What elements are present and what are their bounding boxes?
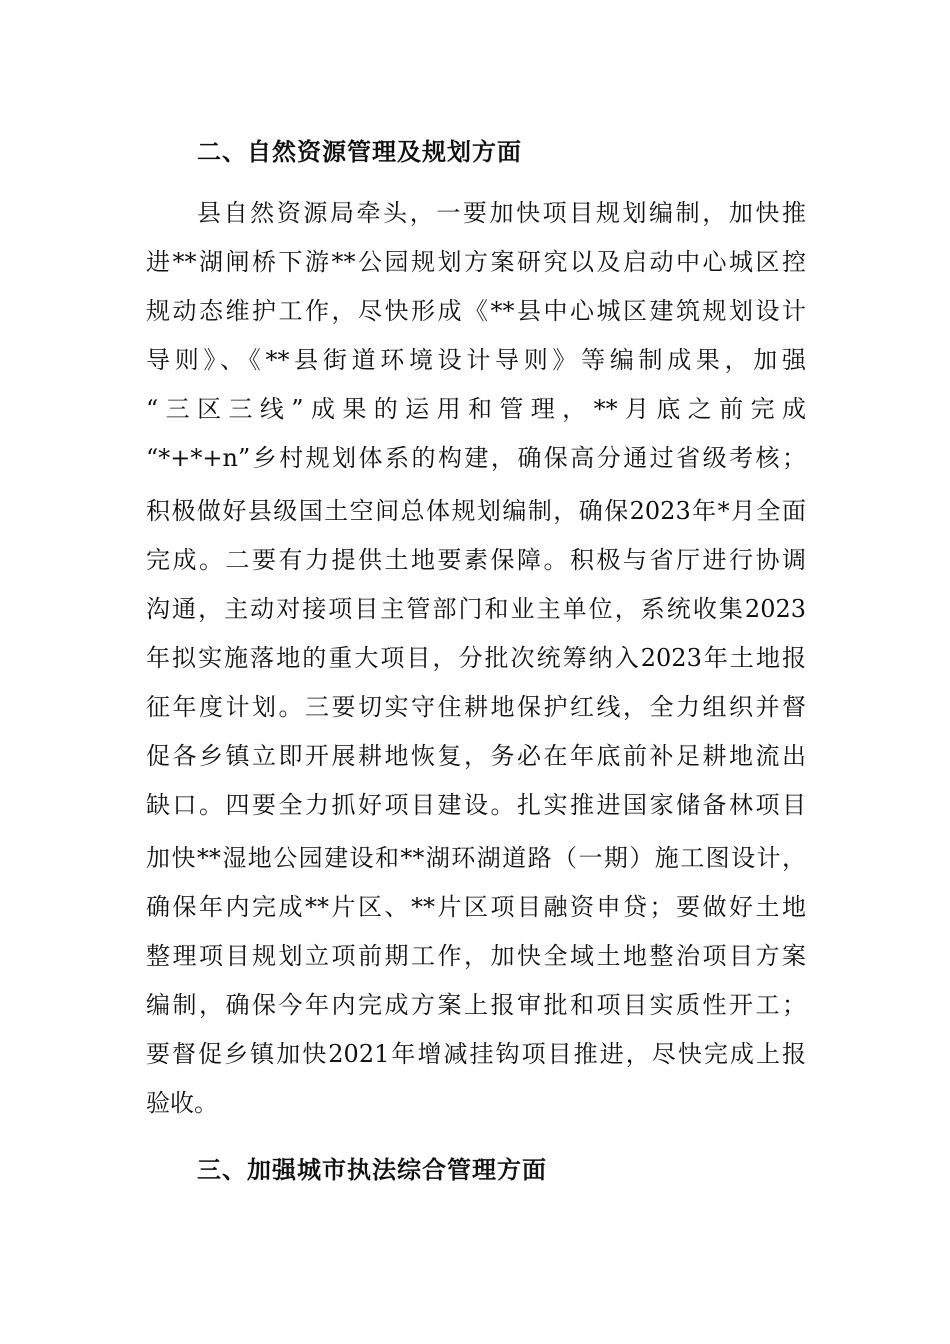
paragraph-line: 规动态维护工作，尽快形成《**县中心城区建筑规划设计 (146, 297, 806, 325)
paragraph-line: “三区三线”成果的运用和管理，**月底之前完成 (146, 395, 806, 423)
paragraph-line: 年拟实施落地的重大项目，分批次统筹纳入2023年土地报 (146, 644, 806, 672)
paragraph-line: 县自然资源局牵头，一要加快项目规划编制，加快推 (197, 199, 806, 227)
paragraph-line: 缺口。四要全力抓好项目建设。扎实推进国家储备林项目 (146, 791, 806, 819)
paragraph-line: 编制，确保今年内完成方案上报审批和项目实质性开工； (146, 991, 806, 1019)
paragraph-line: 沟通，主动对接项目主管部门和业主单位，系统收集2023 (146, 595, 806, 623)
paragraph-line: “*+*+n”乡村规划体系的构建，确保高分通过省级考核； (146, 444, 806, 472)
paragraph-line: 导则》、《**县街道环境设计导则》等编制成果，加强 (146, 346, 806, 374)
paragraph-line: 加快**湿地公园建设和**湖环湖道路（一期）施工图设计， (146, 844, 806, 872)
paragraph-line: 积极做好县级国土空间总体规划编制，确保2023年*月全面 (146, 497, 806, 525)
paragraph-line: 要督促乡镇加快2021年增减挂钩项目推进，尽快完成上报 (146, 1040, 806, 1068)
paragraph-line: 征年度计划。三要切实守住耕地保护红线，全力组织并督 (146, 693, 806, 721)
paragraph-line: 验收。 (146, 1089, 218, 1117)
section-heading-urban-enforcement: 三、加强城市执法综合管理方面 (197, 1156, 547, 1184)
section-heading-natural-resources: 二、自然资源管理及规划方面 (197, 138, 522, 166)
paragraph-line: 整理项目规划立项前期工作，加快全域土地整治项目方案 (146, 942, 806, 970)
paragraph-line: 进**湖闸桥下游**公园规划方案研究以及启动中心城区控 (146, 248, 806, 276)
paragraph-line: 完成。二要有力提供土地要素保障。积极与省厅进行协调 (146, 546, 806, 574)
paragraph-line: 促各乡镇立即开展耕地恢复，务必在年底前补足耕地流出 (146, 742, 806, 770)
paragraph-line: 确保年内完成**片区、**片区项目融资申贷；要做好土地 (146, 893, 806, 921)
